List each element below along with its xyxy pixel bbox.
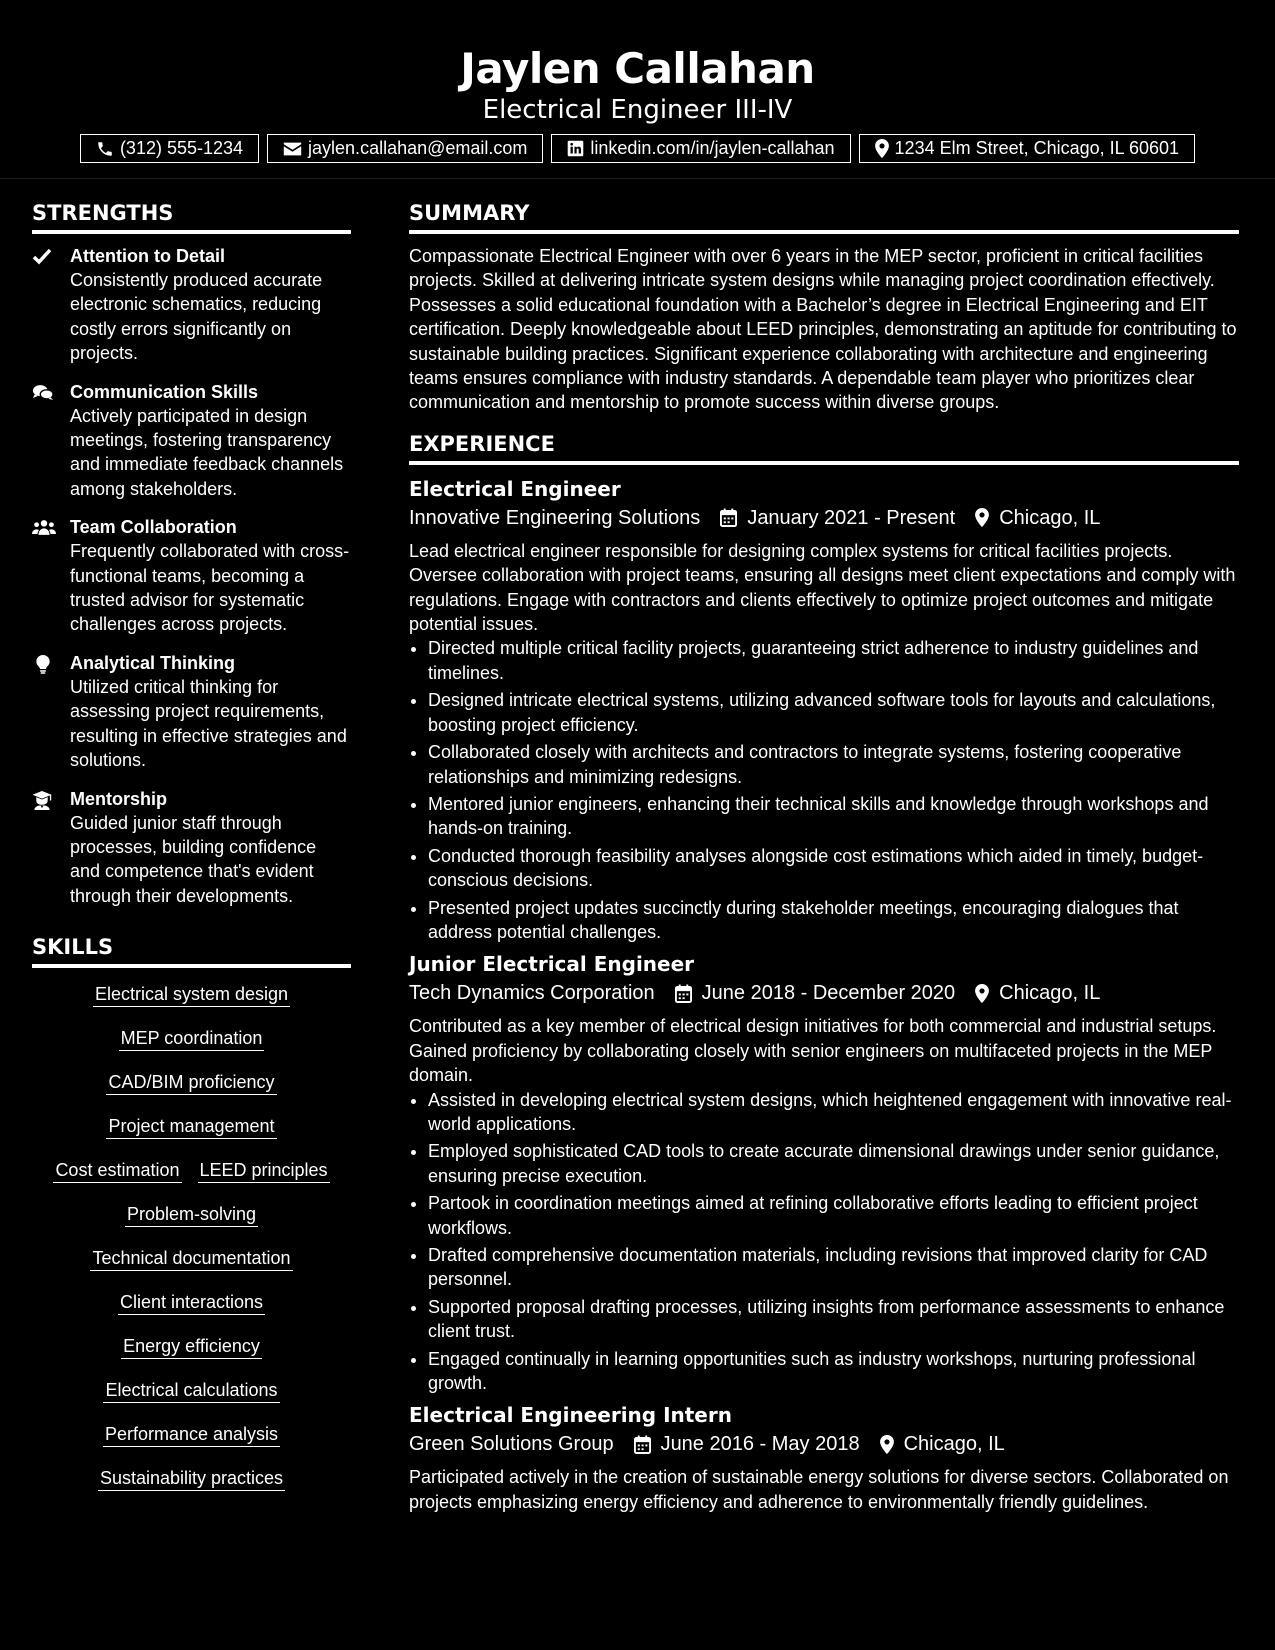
company-name: Tech Dynamics Corporation (409, 982, 655, 1005)
lightbulb-icon (32, 651, 70, 773)
job-title: Electrical Engineering Intern (409, 1403, 732, 1428)
experience-heading: EXPERIENCE (409, 427, 1239, 465)
bullet-item: • Mentored junior engineers, enhancing their technical skills and knowledge through workshops and hands-on training. (428, 792, 1239, 841)
bullet-item: • Directed multiple critical facility projects, guaranteeing strict adherence to industry guidelines and timelines. (428, 636, 1239, 685)
job-dates: June 2016 - May 2018 (660, 1433, 860, 1456)
skill-tag: Cost estimation (53, 1158, 181, 1183)
strength-title: Attention to Detail (70, 246, 225, 266)
job-location: Chicago, IL (999, 982, 1101, 1005)
bullet-item: • Designed intricate electrical systems, utilizing advanced software tools for layouts and calculations, boosting project efficiency. (428, 688, 1239, 737)
bullet-item: • Assisted in developing electrical system designs, which heightened engagement with innovative real-world applications. (428, 1088, 1239, 1137)
header-divider (0, 178, 1275, 179)
calendar-icon (675, 984, 692, 1003)
job-meta (409, 503, 1239, 533)
comments-icon (32, 380, 70, 502)
check-icon (32, 244, 70, 366)
bullet-item: • Conducted thorough feasibility analyses alongside cost estimations which aided in timely, budget-conscious decisions. (428, 844, 1239, 893)
map-pin-icon (875, 139, 889, 158)
phone-icon (96, 140, 114, 158)
contact-linkedin[interactable] (551, 134, 850, 163)
job-title: Electrical Engineer (409, 476, 621, 501)
strength-description: Frequently collaborated with cross-functional teams, becoming a trusted advisor for systematic challenges across projects. (70, 541, 350, 635)
bullet-item: • Employed sophisticated CAD tools to create accurate dimensional drawings under senior guidance, ensuring precise execution. (428, 1139, 1239, 1188)
company-name: Green Solutions Group (409, 1433, 614, 1456)
contact-address[interactable] (859, 134, 1196, 163)
candidate-name: Jaylen Callahan (460, 44, 815, 93)
job-entry (409, 950, 1239, 1395)
strength-title: Analytical Thinking (70, 652, 236, 673)
skill-tag: MEP coordination (119, 1026, 265, 1051)
strength-item (32, 244, 351, 366)
map-pin-icon (880, 1435, 894, 1454)
job-meta (409, 978, 1239, 1008)
skill-tag: Performance analysis (103, 1422, 280, 1447)
strength-title: Mentorship (70, 788, 167, 809)
strength-description: Guided junior staff through processes, building confidence and competence that's evident through their developments. (70, 812, 317, 906)
contact-phone[interactable] (80, 134, 259, 163)
skills-heading: SKILLS (32, 930, 351, 968)
skill-tag: Sustainability practices (98, 1466, 285, 1491)
contact-bar (0, 134, 1275, 163)
strength-item (32, 515, 351, 637)
strength-description: Actively participated in design meetings, fostering transparency and immediate feedback channels among stakeholders. (70, 405, 344, 499)
bullet-item: • Drafted comprehensive documentation materials, including revisions that improved clarity for CAD personnel. (428, 1243, 1239, 1292)
strength-item (32, 787, 351, 909)
map-pin-icon (975, 508, 989, 527)
skill-tag: LEED principles (198, 1158, 330, 1183)
skill-tag: Electrical system design (93, 982, 290, 1007)
contact-email[interactable] (267, 134, 543, 163)
job-dates: January 2021 - Present (747, 506, 956, 529)
job-bullets (409, 1088, 1239, 1396)
strengths-heading: STRENGTHS (32, 196, 351, 234)
job-description: Lead electrical engineer responsible for designing complex systems for critical facilities projects. Oversee collaboration with project teams, ensuring all designs meet client expectations and comply with regulations. Engage with contractors and clients effectively to optimize project outcomes and mitigate potential issues. (409, 540, 1236, 635)
address-text: 1234 Elm Street, Chicago, IL 60601 (894, 138, 1180, 158)
strength-description: Consistently produced accurate electronic schematics, reducing costly errors significantly on projects. (70, 270, 323, 364)
bullet-item: • Partook in coordination meetings aimed at refining collaborative efforts leading to efficient project workflows. (428, 1191, 1239, 1240)
job-bullets (409, 636, 1239, 944)
map-pin-icon (975, 984, 989, 1003)
skill-tag: Project management (106, 1114, 276, 1139)
skills-list (32, 978, 351, 1491)
email-text: jaylen.callahan@email.com (308, 138, 528, 158)
phone-text: (312) 555-1234 (119, 138, 244, 158)
skill-tag: CAD/BIM proficiency (106, 1070, 276, 1095)
job-entry (409, 475, 1239, 945)
strength-description: Utilized critical thinking for assessing project requirements, resulting in effective strategies and solutions. (70, 676, 347, 771)
summary-heading: SUMMARY (409, 196, 1239, 234)
company-name: Innovative Engineering Solutions (409, 506, 701, 529)
users-icon (32, 515, 70, 637)
job-location: Chicago, IL (999, 506, 1101, 529)
bullet-item: • Presented project updates succinctly during stakeholder meetings, encouraging dialogues that address potential challenges. (428, 896, 1239, 945)
bullet-item: • Collaborated closely with architects and contractors to integrate systems, fostering cooperative relationships and minimizing redesigns. (428, 740, 1239, 789)
envelope-icon (283, 141, 302, 157)
strength-title: Team Collaboration (70, 517, 237, 538)
job-entry (409, 1401, 1239, 1514)
calendar-icon (634, 1435, 651, 1454)
job-meta (409, 1429, 1239, 1459)
job-title: Junior Electrical Engineer (409, 952, 695, 977)
skill-tag: Problem-solving (125, 1202, 258, 1227)
right-column (409, 196, 1239, 1514)
job-location: Chicago, IL (903, 1433, 1005, 1456)
candidate-role: Electrical Engineer III-IV (482, 95, 793, 125)
skill-tag: Technical documentation (90, 1246, 292, 1271)
job-description: Contributed as a key member of electrical design initiatives for both commercial and industrial setups. Gained proficiency by collaborating closely with senior engineers on multifaceted projects in the MEP domain. (409, 1016, 1217, 1086)
bullet-item: • Engaged continually in learning opportunities such as industry workshops, nurturing professional growth. (428, 1347, 1239, 1396)
bullet-item: • Supported proposal drafting processes, utilizing insights from performance assessments to enhance client trust. (428, 1295, 1239, 1344)
skill-tag: Energy efficiency (121, 1334, 262, 1359)
resume-header (0, 0, 1275, 163)
linkedin-icon (567, 140, 584, 157)
skill-tag: Electrical calculations (103, 1378, 279, 1403)
skill-tag: Client interactions (118, 1290, 265, 1315)
job-dates: June 2018 - December 2020 (701, 982, 956, 1005)
strength-item (32, 380, 351, 502)
strength-title: Communication Skills (70, 381, 259, 402)
summary-text: Compassionate Electrical Engineer with over 6 years in the MEP sector, proficient in critical facilities projects. Skilled at delivering intricate system designs while managing project coordination effectively. Possesses a solid educational foundation with a Bachelor’s degree in Electrical Engineering and EIT certification. Deeply knowledgeable about LEED principles, demonstrating an aptitude for contributing to sustainable building practices. Significant experience collaborating with architecture and engineering teams ensures compliance with industry standards. A dependable team player who prioritizes clear communication and mentorship to promote success within diverse groups. (409, 246, 1237, 413)
strength-item (32, 651, 351, 773)
mentor-icon (32, 787, 70, 909)
job-description: Participated actively in the creation of sustainable energy solutions for diverse sectors. Collaborated on projects emphasizing energy efficiency and adherence to environmentally friendly guidelines. (409, 1467, 1229, 1512)
calendar-icon (720, 508, 737, 527)
linkedin-text: linkedin.com/in/jaylen-callahan (590, 138, 835, 158)
left-column (32, 196, 351, 1510)
